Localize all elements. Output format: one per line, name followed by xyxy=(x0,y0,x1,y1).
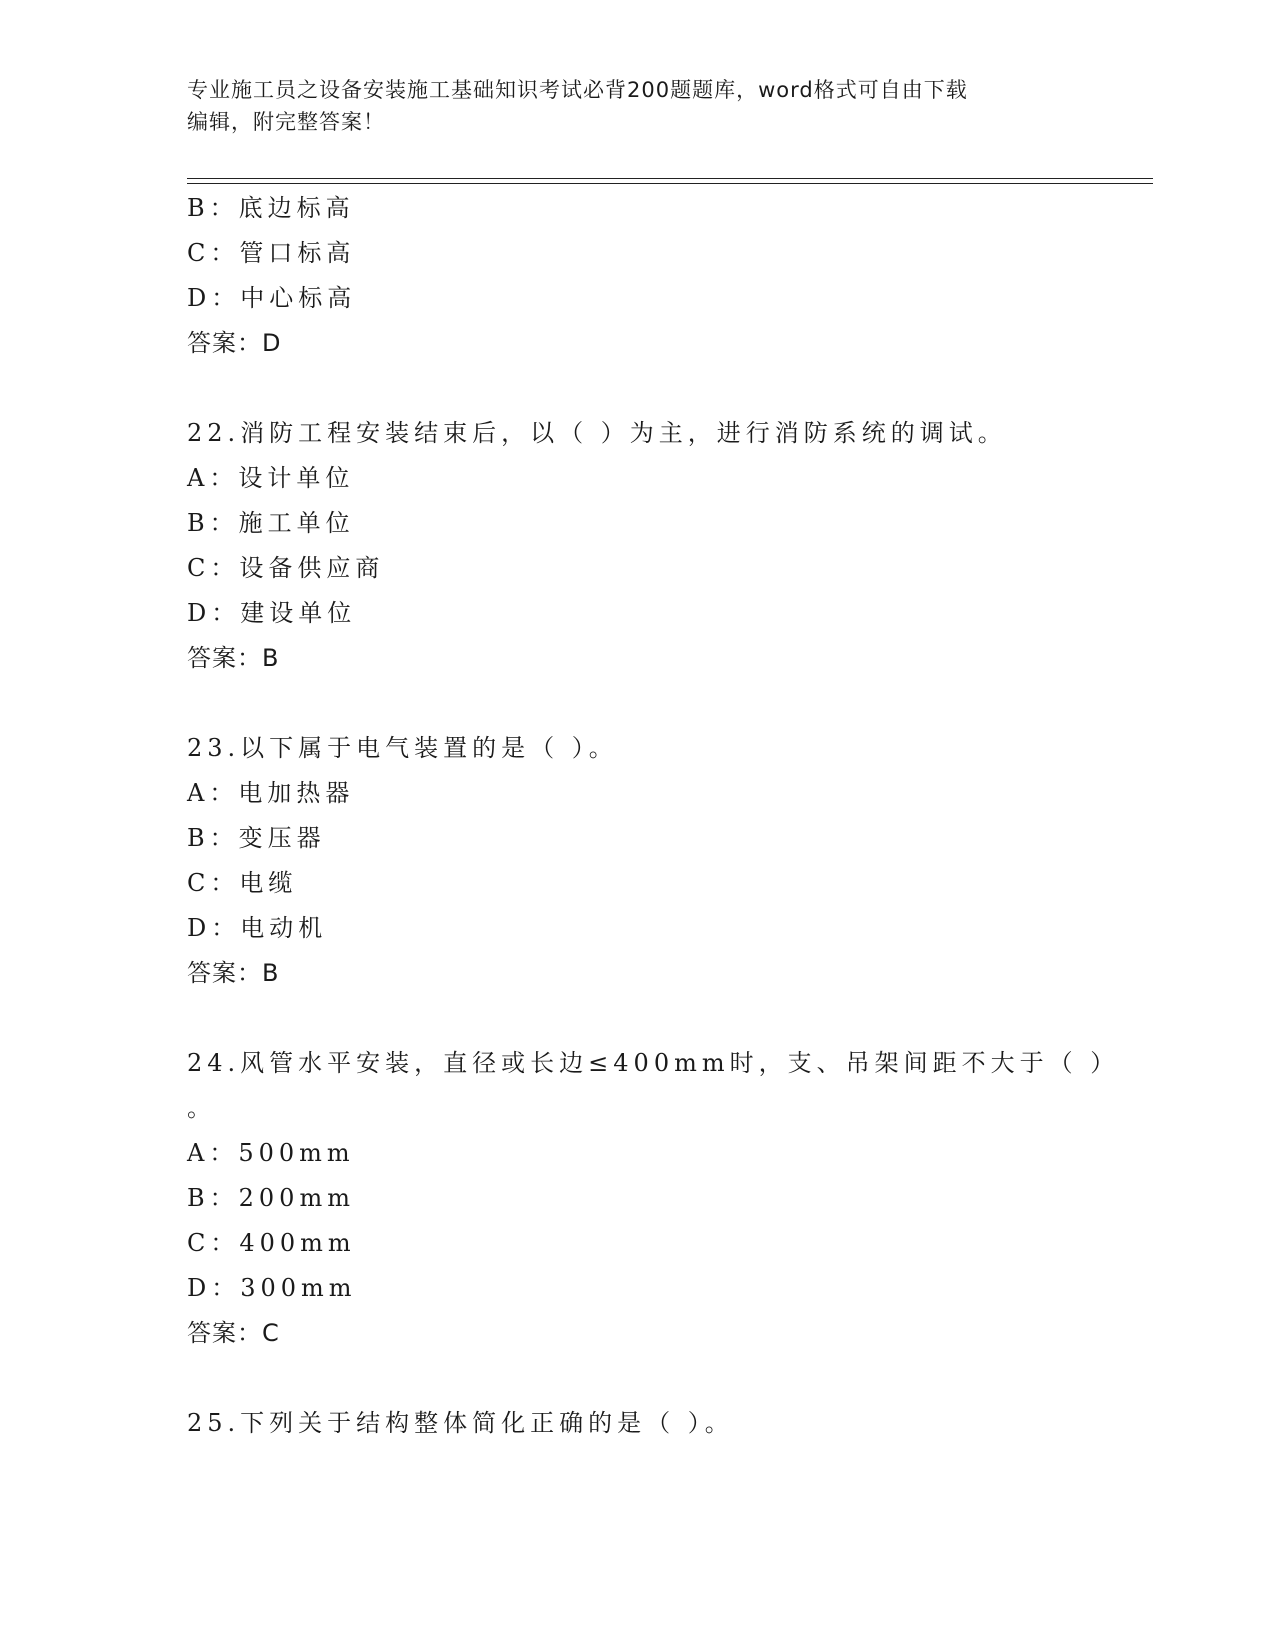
q24-stem-continuation: 。 xyxy=(187,1094,216,1122)
q23-option-a: A：电加热器 xyxy=(187,779,355,807)
q23-option-d: D：电动机 xyxy=(187,914,328,942)
q24-answer: 答案：C xyxy=(187,1319,280,1347)
q23-answer: 答案：B xyxy=(187,959,280,987)
q22-answer: 答案：B xyxy=(187,644,280,672)
header-divider-top xyxy=(187,178,1153,179)
header-divider-bottom xyxy=(187,183,1153,184)
header-title-line-2: 编辑，附完整答案！ xyxy=(187,110,385,134)
header-title-line-1: 专业施工员之设备安装施工基础知识考试必背200题题库，word格式可自由下载 xyxy=(187,78,968,102)
q24-option-a: A：500mm xyxy=(187,1139,355,1167)
q24-option-b: B：200mm xyxy=(187,1184,355,1212)
q22-option-a: A：设计单位 xyxy=(187,464,355,492)
q21-answer: 答案：D xyxy=(187,329,282,357)
q22-stem: 22.消防工程安装结束后，以（ ）为主，进行消防系统的调试。 xyxy=(187,419,1007,447)
q22-option-c: C：设备供应商 xyxy=(187,554,385,582)
q21-option-c: C：管口标高 xyxy=(187,239,356,267)
q23-stem: 23.以下属于电气装置的是（ ）。 xyxy=(187,734,618,762)
q24-option-d: D：300mm xyxy=(187,1274,357,1302)
page-header xyxy=(187,74,1087,138)
q21-option-d: D：中心标高 xyxy=(187,284,357,312)
q22-option-b: B：施工单位 xyxy=(187,509,355,537)
q24-option-c: C：400mm xyxy=(187,1229,356,1257)
q23-option-c: C：电缆 xyxy=(187,869,298,897)
q25-stem: 25.下列关于结构整体简化正确的是（ ）。 xyxy=(187,1409,734,1437)
q21-option-b: B：底边标高 xyxy=(187,194,355,222)
q22-option-d: D：建设单位 xyxy=(187,599,357,627)
q23-option-b: B：变压器 xyxy=(187,824,326,852)
q24-stem: 24.风管水平安装，直径或长边≤400mm时，支、吊架间距不大于（ ） xyxy=(187,1049,1120,1077)
